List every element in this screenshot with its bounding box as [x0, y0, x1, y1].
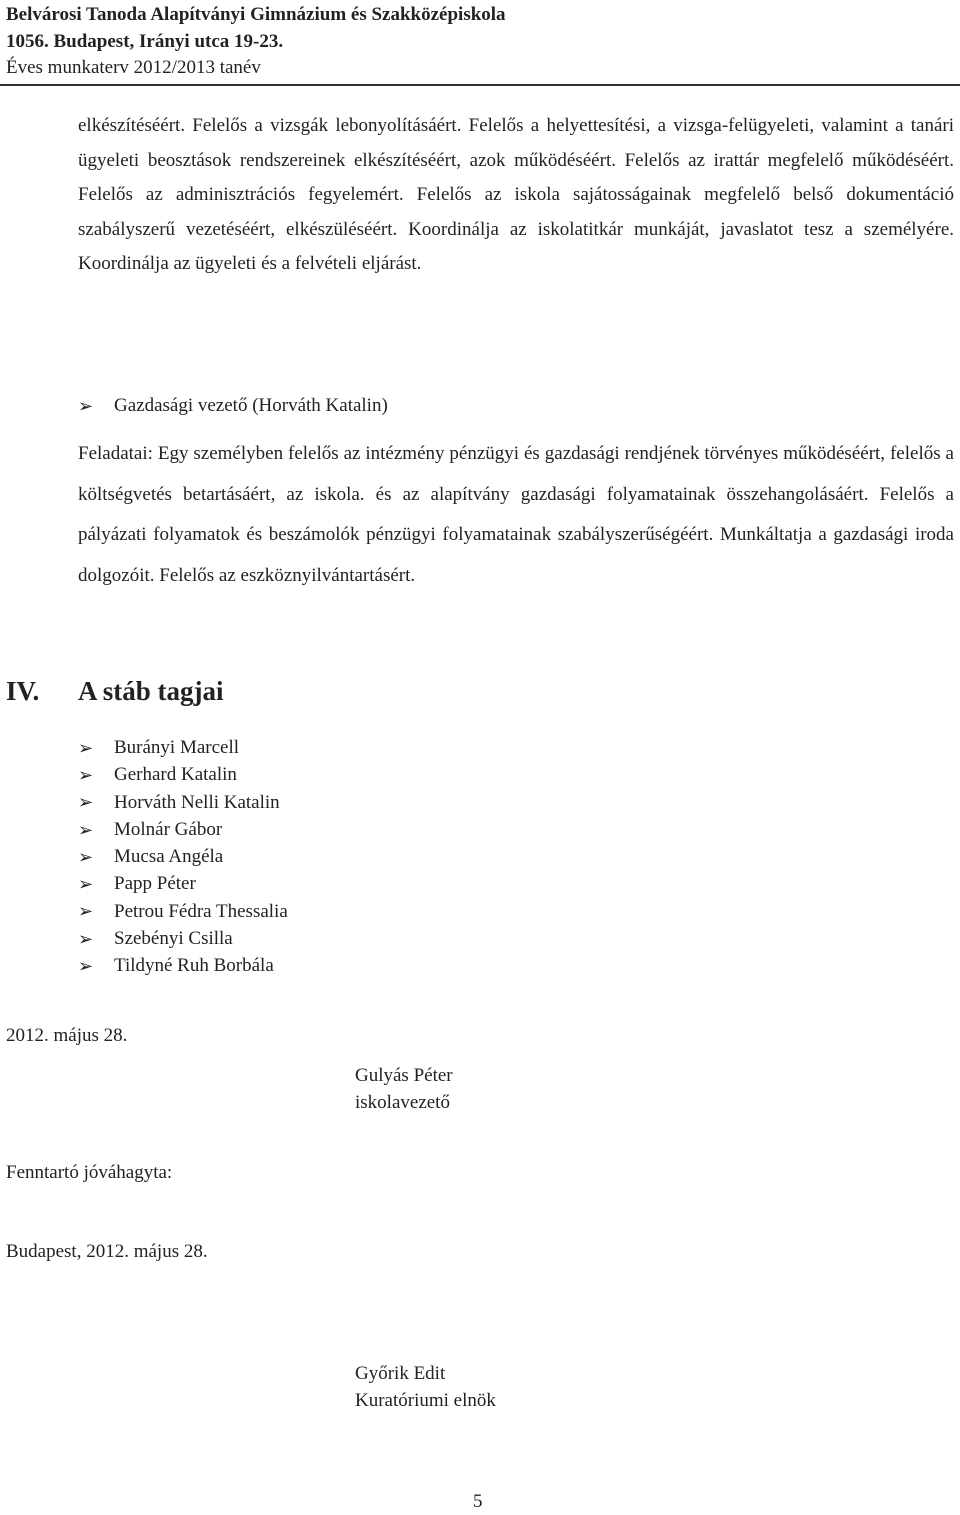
- list-item: [78, 761, 288, 788]
- arrow-bullet-icon: ➢: [78, 819, 94, 840]
- staff-name: Horváth Nelli Katalin: [114, 791, 280, 813]
- approval-label: Fenntartó jóváhagyta:: [6, 1162, 173, 1183]
- section-heading: [6, 676, 224, 707]
- arrow-bullet-icon: ➢: [78, 764, 94, 785]
- list-item: [78, 734, 288, 761]
- staff-name: Szebényi Csilla: [114, 928, 233, 950]
- header-rule: [0, 84, 960, 86]
- staff-name: Tildyné Ruh Borbála: [114, 955, 274, 977]
- document-subtitle: Éves munkaterv 2012/2013 tanév: [6, 57, 261, 78]
- signatory-role: iskolavezető: [355, 1092, 450, 1113]
- staff-name: Molnár Gábor: [114, 818, 223, 840]
- approval-date: Budapest, 2012. május 28.: [6, 1241, 208, 1262]
- list-item: [78, 789, 288, 816]
- page-number: 5: [473, 1491, 483, 1512]
- staff-name: Burányi Marcell: [114, 737, 240, 758]
- arrow-bullet-icon: ➢: [78, 396, 94, 416]
- list-item: [78, 870, 288, 897]
- school-address: 1056. Budapest, Irányi utca 19-23.: [6, 30, 284, 52]
- list-item: [78, 898, 288, 925]
- list-item: [78, 952, 288, 979]
- economic-leader-bullet: [78, 395, 388, 417]
- section-title: A stáb tagjai: [78, 676, 224, 706]
- signature-date: 2012. május 28.: [6, 1025, 128, 1046]
- staff-name: Gerhard Katalin: [114, 764, 237, 786]
- list-item: [78, 816, 288, 843]
- approver-role: Kuratóriumi elnök: [355, 1390, 496, 1411]
- list-item: [78, 843, 288, 870]
- economic-leader-title: Gazdasági vezető (Horváth Katalin): [114, 395, 388, 416]
- school-name: Belvárosi Tanoda Alapítványi Gimnázium és Szakközépiskola: [6, 4, 506, 25]
- section-number: IV.: [6, 676, 40, 706]
- arrow-bullet-icon: ➢: [78, 846, 94, 867]
- staff-name: Mucsa Angéla: [114, 846, 224, 868]
- intro-paragraph: elkészítéséért. Felelős a vizsgák lebonyolításáért. Felelős a helyettesítési, a vizsga-felügyeleti, valamint a tanári ügyeleti beosztások rendszereinek elkészítéséért, azok működéséért. Felelős az irattár megfelelő működéséért. Felelős az adminisztrációs fegyelemért. Felelős az iskola sajátosságainak megfelelő belső dokumentáció szabályszerű vezetéséért, elkészüléséért. Koordinálja az iskolatitkár munkáját, javaslatot tesz a személyére. Koordinálja az ügyeleti és a felvételi eljárást.: [78, 115, 954, 275]
- economic-leader-duties: Feladatai: Egy személyben felelős az intézmény pénzügyi és gazdasági rendjének törvényes működéséért, felelős a költségvetés betartásáért, az iskola. és az alapítvány gazdasági folyamatainak összehangolásáért. Felelős a pályázati folyamatok és beszámolók pénzügyi folyamatainak szabályszerűségéért. Munkáltatja a gazdasági iroda dolgozóit. Felelős az eszköznyilvántartásért.: [78, 443, 954, 586]
- signatory-name: Gulyás Péter: [355, 1065, 453, 1086]
- staff-name: Papp Péter: [114, 873, 196, 895]
- document-header: [6, 2, 506, 82]
- arrow-bullet-icon: ➢: [78, 928, 94, 949]
- arrow-bullet-icon: ➢: [78, 737, 94, 758]
- arrow-bullet-icon: ➢: [78, 792, 94, 813]
- approver-name: Győrik Edit: [355, 1363, 446, 1384]
- staff-name: Petrou Fédra Thessalia: [114, 900, 288, 922]
- arrow-bullet-icon: ➢: [78, 874, 94, 895]
- staff-list: [78, 734, 288, 980]
- arrow-bullet-icon: ➢: [78, 901, 94, 922]
- list-item: [78, 925, 288, 952]
- arrow-bullet-icon: ➢: [78, 956, 94, 977]
